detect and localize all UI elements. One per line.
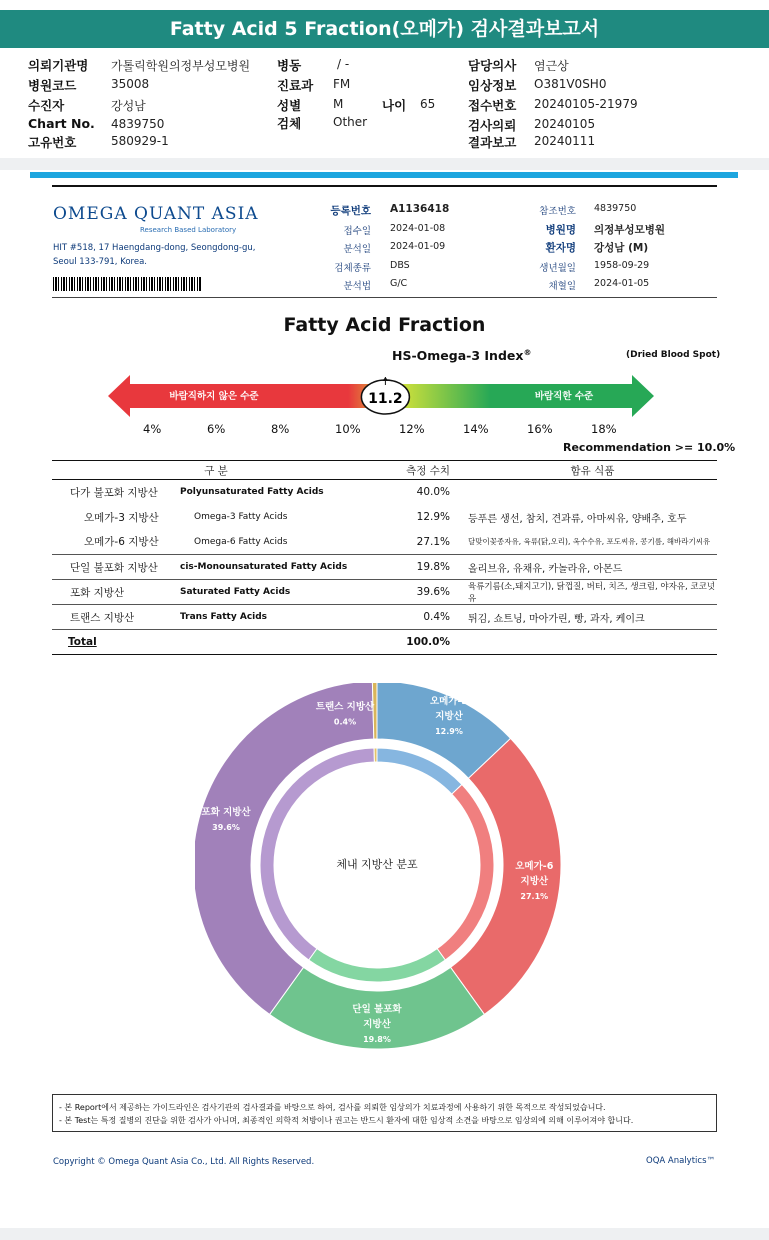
clinical-value: O381V0SH0 bbox=[534, 77, 607, 91]
gauge-tick-label: 10% bbox=[335, 422, 361, 436]
lab-logo: OMEGA QUANT ASIA bbox=[53, 204, 259, 224]
doctor-label: 담당의사 bbox=[468, 58, 517, 73]
doctor-value: 염근상 bbox=[534, 59, 569, 73]
row-foods bbox=[468, 630, 717, 655]
reg-no-value: A1136418 bbox=[390, 203, 450, 215]
table-row bbox=[52, 505, 717, 530]
top-rule bbox=[52, 185, 717, 187]
row-value: 40.0% bbox=[380, 480, 468, 505]
donut-slice-label: 포화 지방산 bbox=[201, 806, 251, 818]
donut-slice-label: 오메가-3 bbox=[429, 696, 469, 707]
section-title: Fatty Acid Fraction bbox=[283, 314, 486, 336]
omega-index-gauge bbox=[108, 372, 658, 420]
fatty-acid-table bbox=[52, 460, 717, 655]
row-en: Trans Fatty Acids bbox=[180, 605, 380, 630]
dept-label: 진료과 bbox=[277, 78, 314, 93]
lab-patient-value: 강성남 (M) bbox=[594, 242, 649, 254]
row-value: 100.0% bbox=[380, 630, 468, 655]
donut-slice-label: 트랜스 지방산 bbox=[315, 701, 375, 713]
donut-slice-label: 단일 불포화 bbox=[352, 1004, 402, 1015]
row-value: 19.8% bbox=[380, 555, 468, 580]
reg-no-label: 등록번호 bbox=[330, 205, 371, 217]
report-date-label: 결과보고 bbox=[468, 135, 517, 150]
lab-patient-label: 환자명 bbox=[545, 242, 576, 254]
header-foods: 함유 식품 bbox=[468, 461, 717, 480]
index-title-text: HS-Omega-3 Index bbox=[392, 348, 524, 364]
sample-type-label: 검체종류 bbox=[334, 263, 371, 274]
request-info bbox=[0, 52, 769, 152]
blue-divider bbox=[30, 172, 738, 178]
gauge-tick-label: 18% bbox=[591, 422, 617, 436]
table-row bbox=[52, 605, 717, 630]
fatty-acid-donut-chart bbox=[195, 683, 575, 1063]
lab-info-rule bbox=[52, 297, 717, 298]
row-en: Omega-3 Fatty Acids bbox=[194, 512, 288, 522]
request-date-label: 검사의뢰 bbox=[468, 118, 517, 133]
donut-slice-label: 지방산 bbox=[520, 875, 549, 887]
request-date-value: 20240105 bbox=[534, 117, 596, 131]
analyzed-label: 분석일 bbox=[343, 244, 371, 255]
donut-value-label: 12.9% bbox=[435, 727, 463, 736]
recommendation: Recommendation >= 10.0% bbox=[563, 441, 736, 454]
row-kr: 오메가-6 지방산 bbox=[84, 536, 159, 549]
method-value: G/C bbox=[390, 278, 408, 289]
row-foods: 등푸른 생선, 참치, 견과류, 아마씨유, 양배추, 호두 bbox=[468, 513, 687, 525]
dept-value: FM bbox=[333, 77, 351, 91]
receipt-no-value: 20240105-21979 bbox=[534, 97, 638, 111]
row-kr: 다가 불포화 지방산 bbox=[52, 480, 180, 505]
sex-value: M bbox=[333, 97, 344, 111]
lab-logo-subtitle: Research Based Laboratory bbox=[140, 226, 237, 234]
row-value: 39.6% bbox=[380, 580, 468, 605]
gauge-high-label: 바람직한 수준 bbox=[534, 391, 594, 402]
row-en: Polyunsaturated Fatty Acids bbox=[180, 480, 380, 505]
dob-value: 1958-09-29 bbox=[594, 260, 650, 271]
analyzed-value: 2024-01-09 bbox=[390, 241, 446, 252]
donut-inner-slice-trans bbox=[374, 748, 377, 762]
gauge-tick-label: 4% bbox=[143, 422, 162, 436]
table-row-total bbox=[52, 630, 717, 655]
index-title-mark: ® bbox=[523, 348, 532, 357]
row-value: 12.9% bbox=[416, 511, 450, 523]
row-value: 27.1% bbox=[416, 535, 450, 548]
donut-slice-label: 지방산 bbox=[363, 1019, 391, 1030]
header-value: 측정 수치 bbox=[380, 461, 468, 480]
age-label: 나이 bbox=[382, 98, 407, 113]
table-row bbox=[52, 580, 717, 605]
notice-line: - 본 Report에서 제공하는 가이드라인은 검사기관의 검사결과를 바탕으로 하여, 검사를 의뢰한 임상의가 치료과정에 사용하기 위한 목적으로 작성되었습니다. bbox=[59, 1103, 606, 1112]
institution-label: 의뢰기관명 bbox=[28, 58, 89, 73]
patient-label: 수진자 bbox=[28, 98, 65, 113]
donut-value-label: 39.6% bbox=[212, 822, 240, 832]
report-title: Fatty Acid 5 Fraction(오메가) 검사결과보고서 bbox=[0, 10, 769, 48]
ward-value: / - bbox=[337, 57, 350, 71]
collected-value: 2024-01-05 bbox=[594, 278, 650, 289]
donut-value-label: 19.8% bbox=[363, 1035, 391, 1044]
hospital-code-label: 병원코드 bbox=[28, 78, 77, 93]
gauge-low-label: 바람직하지 않은 수준 bbox=[169, 391, 259, 402]
section-separator bbox=[0, 158, 769, 170]
row-en: Saturated Fatty Acids bbox=[180, 580, 380, 605]
gauge-tick-label: 8% bbox=[271, 422, 290, 436]
row-foods: 달맞이꽃종자유, 육류(닭,오리), 옥수수유, 포도씨유, 콩기름, 해바라기씨유 bbox=[468, 537, 711, 547]
index-subtitle: (Dried Blood Spot) bbox=[626, 350, 721, 360]
row-foods: 튀김, 쇼트닝, 마아가린, 빵, 과자, 케이크 bbox=[468, 605, 717, 630]
sample-type-value: DBS bbox=[390, 260, 410, 271]
specimen-value: Other bbox=[333, 115, 368, 129]
age-value: 65 bbox=[420, 97, 436, 111]
gauge-value: 11.2 bbox=[368, 391, 403, 407]
table-header bbox=[52, 461, 717, 480]
index-title bbox=[392, 348, 531, 363]
row-kr: 단일 불포화 지방산 bbox=[52, 555, 180, 580]
patient-value: 강성남 bbox=[111, 99, 146, 113]
notice-line: - 본 Test는 특정 질병의 진단을 위한 검사가 아니며, 최종적인 의학적 처방이나 권고는 반드시 환자에 대한 임상적 소견을 바탕으로 임상의에 의해 이루어져야 합니다. bbox=[59, 1116, 634, 1125]
method-label: 분석법 bbox=[343, 281, 371, 292]
chart-no-label: Chart No. bbox=[28, 116, 95, 131]
chart-title: 체내 지방산 분포 bbox=[336, 858, 418, 871]
received-label: 접수일 bbox=[343, 226, 371, 237]
copyright: Copyright © Omega Quant Asia Co., Ltd. All Rights Reserved. bbox=[53, 1157, 315, 1167]
hospital-value: 의정부성모병원 bbox=[594, 224, 666, 236]
donut-slice-label: 지방산 bbox=[435, 711, 463, 722]
row-value: 0.4% bbox=[380, 605, 468, 630]
unique-no-value: 580929-1 bbox=[111, 134, 169, 148]
bottom-bar bbox=[0, 1228, 769, 1240]
brand-footer: OQA Analytics™ bbox=[646, 1156, 715, 1166]
sex-label: 성별 bbox=[277, 98, 302, 113]
row-kr: 트랜스 지방산 bbox=[52, 605, 180, 630]
gauge-value-marker bbox=[361, 377, 409, 414]
lab-address-line2: Seoul 133-791, Korea. bbox=[53, 257, 147, 267]
row-en bbox=[180, 630, 380, 655]
gauge-tick-label: 12% bbox=[399, 422, 425, 436]
row-kr: Total bbox=[52, 630, 180, 655]
table-row bbox=[52, 530, 717, 555]
report-date-value: 20240111 bbox=[534, 134, 596, 148]
collected-label: 채혈일 bbox=[548, 281, 576, 292]
donut-slice-label: 오메가-6 bbox=[515, 860, 554, 872]
ref-no-value: 4839750 bbox=[594, 203, 637, 214]
table-row bbox=[52, 480, 717, 505]
specimen-label: 검체 bbox=[277, 116, 302, 131]
gauge-tick-label: 14% bbox=[463, 422, 489, 436]
row-en: cis-Monounsaturated Fatty Acids bbox=[180, 555, 380, 580]
receipt-no-label: 접수번호 bbox=[468, 98, 517, 113]
table-row bbox=[52, 555, 717, 580]
row-en: Omega-6 Fatty Acids bbox=[194, 536, 288, 547]
notice-box bbox=[52, 1094, 717, 1132]
row-foods: 올리브유, 유채유, 카놀라유, 아몬드 bbox=[468, 555, 717, 580]
lab-address-line1: HIT #518, 17 Haengdang-dong, Seongdong-gu, bbox=[53, 243, 256, 253]
unique-no-label: 고유번호 bbox=[28, 135, 77, 150]
hospital-code-value: 35008 bbox=[111, 77, 150, 91]
ref-no-label: 참조번호 bbox=[539, 206, 576, 217]
row-kr: 포화 지방산 bbox=[52, 580, 180, 605]
received-value: 2024-01-08 bbox=[390, 223, 446, 234]
dob-label: 생년월일 bbox=[539, 263, 576, 274]
gauge-tick-label: 16% bbox=[527, 422, 553, 436]
institution-value: 가톨릭학원의정부성모병원 bbox=[111, 59, 251, 73]
row-kr: 오메가-3 지방산 bbox=[84, 511, 159, 524]
clinical-label: 임상정보 bbox=[468, 78, 517, 93]
donut-value-label: 0.4% bbox=[333, 717, 357, 727]
chart-no-value: 4839750 bbox=[111, 117, 165, 131]
gauge-tick-label: 6% bbox=[207, 422, 226, 436]
row-foods bbox=[468, 480, 717, 505]
ward-label: 병동 bbox=[277, 58, 302, 73]
header-category: 구 분 bbox=[52, 461, 380, 480]
row-foods: 육류기름(소,돼지고기), 닭껍질, 버터, 치즈, 생크림, 야자유, 코코넛유 bbox=[468, 580, 717, 605]
donut-value-label: 27.1% bbox=[520, 891, 549, 901]
barcode-image bbox=[53, 277, 201, 291]
hospital-label: 병원명 bbox=[545, 224, 576, 236]
